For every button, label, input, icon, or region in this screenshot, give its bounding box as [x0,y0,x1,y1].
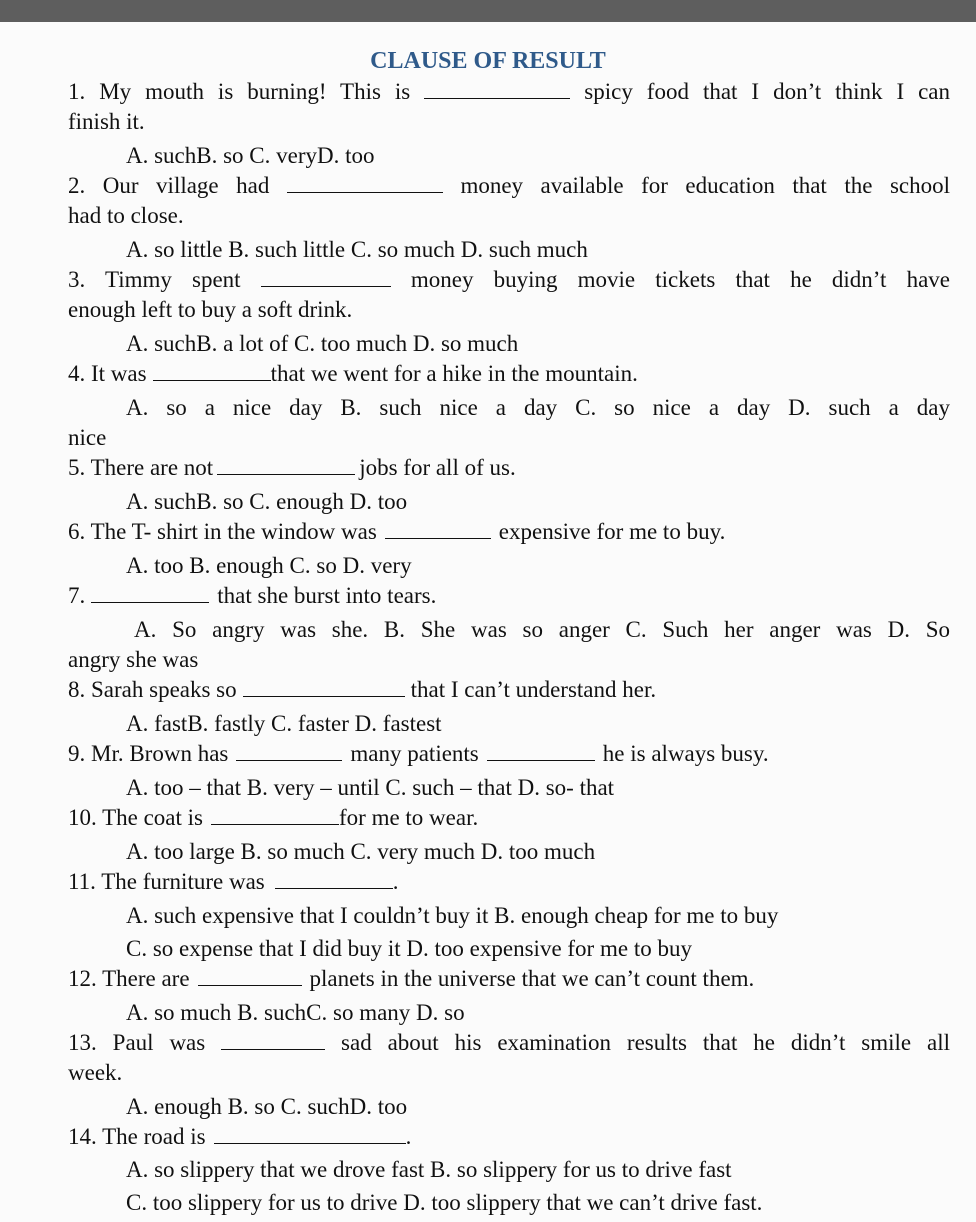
q3-text-after: money buying movie tickets that he didn’t have [410,267,950,292]
q2-continuation: had to close. [68,203,184,228]
answer-blank [153,362,271,381]
question-7 [68,581,436,611]
question-6 [68,517,725,547]
q7-text-after: that she burst into tears. [217,583,437,608]
q4-options: A. so a nice day B. such nice a day C. so nice a day D. such a day [126,395,950,420]
q8-text: 8. Sarah speaks so [68,677,237,702]
q14-options-line-2: C. too slippery for us to drive D. too slippery that we can’t drive fast. [126,1190,763,1215]
answer-blank [287,174,443,193]
answer-blank [385,520,491,539]
q12-text: 12. There are [68,966,190,991]
q14-text-after: . [405,1124,412,1149]
question-9 [68,739,769,769]
q12-options: A. so much B. suchC. so many D. so [126,1000,465,1025]
q7-text: 7. [68,583,86,608]
q3-continuation: enough left to buy a soft drink. [68,297,353,322]
q4-text-after: that we went for a hike in the mountain. [270,361,638,386]
q12-text-after: planets in the universe that we can’t count them. [309,966,755,991]
q14-options-line-1: A. so slippery that we drove fast B. so slippery for us to drive fast [126,1157,732,1182]
q13-text: 13. Paul was [68,1030,206,1055]
answer-blank [424,80,570,99]
q5-text: 5. There are not [68,455,214,480]
q11-text: 11. The furniture was [68,869,265,894]
q3-options: A. suchB. a lot of C. too much D. so much [126,331,519,356]
answer-blank [275,870,393,889]
q10-text: 10. The coat is [68,805,203,830]
q1-continuation: finish it. [68,109,145,134]
question-14 [68,1122,411,1152]
answer-blank [217,456,355,475]
question-4 [68,359,638,389]
q11-options-line-2: C. so expense that I did buy it D. too expensive for me to buy [126,936,692,961]
q2-text: 2. Our village had [68,173,270,198]
answer-blank [214,1125,406,1144]
q6-text: 6. The T- shirt in the window was [68,519,377,544]
q3-text: 3. Timmy spent [68,267,241,292]
q9-text-middle: many patients [350,741,479,766]
q4-options-continuation: nice [68,425,107,450]
answer-blank [211,806,339,825]
q9-text: 9. Mr. Brown has [68,741,229,766]
q11-options-line-1: A. such expensive that I couldn’t buy it B. enough cheap for me to buy [126,903,779,928]
question-5 [68,453,516,483]
q14-text: 14. The road is [68,1124,206,1149]
answer-blank [91,584,209,603]
q1-options: A. suchB. so C. veryD. too [126,143,375,168]
q6-text-after: expensive for me to buy. [498,519,726,544]
question-11 [68,867,398,897]
question-2 [68,171,950,201]
q13-continuation: week. [68,1060,123,1085]
q4-text: 4. It was [68,361,147,386]
answer-blank [198,967,302,986]
q2-text-after: money available for education that the school [460,173,951,198]
answer-blank [243,678,405,697]
q11-text-after: . [392,869,399,894]
q5-options: A. suchB. so C. enough D. too [126,489,408,514]
answer-blank [487,742,595,761]
question-10 [68,803,478,833]
top-bar [0,0,976,22]
answer-blank [221,1031,325,1050]
q9-text-after: he is always busy. [602,741,769,766]
q10-text-after: for me to wear. [339,805,479,830]
answer-blank [236,742,342,761]
q9-options: A. too – that B. very – until C. such – that D. so- that [126,775,615,800]
q10-options: A. too large B. so much C. very much D. too much [126,839,596,864]
page-title: CLAUSE OF RESULT [370,48,606,74]
question-3 [68,265,950,295]
q1-text-after: spicy food that I don’t think I can [584,79,951,104]
q13-text-after: sad about his examination results that he didn’t smile all [341,1030,951,1055]
question-8 [68,675,656,705]
question-1 [68,77,950,107]
question-13 [68,1028,950,1058]
q1-text: 1. My mouth is burning! This is [68,79,411,104]
q13-options: A. enough B. so C. suchD. too [126,1094,408,1119]
q6-options: A. too B. enough C. so D. very [126,553,412,578]
q8-text-after: that I can’t understand her. [410,677,657,702]
q2-options: A. so little B. such little C. so much D. such much [126,237,588,262]
q5-text-after: jobs for all of us. [359,455,516,480]
answer-blank [261,268,391,287]
q7-options: A. So angry was she. B. She was so anger C. Such her anger was D. So [134,617,950,642]
question-12 [68,964,754,994]
q7-options-continuation: angry she was [68,647,199,672]
q8-options: A. fastB. fastly C. faster D. fastest [126,711,442,736]
